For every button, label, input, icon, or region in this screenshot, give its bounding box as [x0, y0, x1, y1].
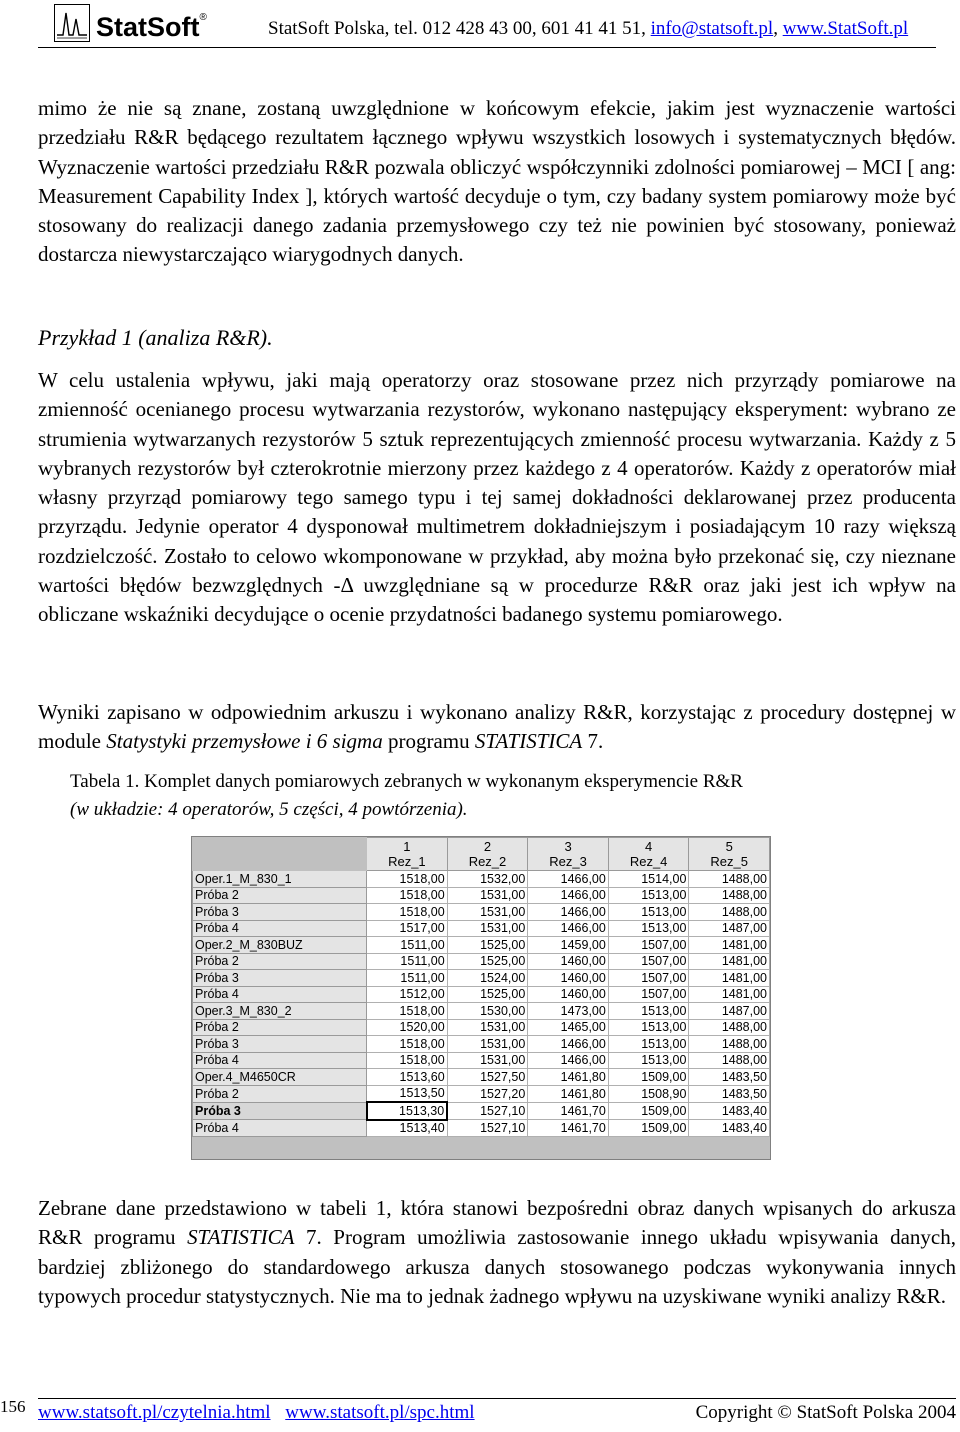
table-cell[interactable]: 1527,50 [447, 1069, 528, 1086]
table-row [193, 920, 770, 937]
table-cell[interactable]: 1531,00 [447, 920, 528, 937]
table-cell[interactable]: 1520,00 [367, 1019, 448, 1036]
table-row [193, 970, 770, 987]
table-cell[interactable]: 1473,00 [528, 1003, 609, 1020]
table-cell[interactable]: 1507,00 [608, 937, 689, 954]
table-cell[interactable]: 1488,00 [689, 1019, 770, 1036]
column-header[interactable]: 5 Rez_5 [689, 838, 770, 871]
table-cell[interactable]: 1465,00 [528, 1019, 609, 1036]
row-header[interactable]: Próba 4 [193, 1052, 367, 1069]
table-row [193, 904, 770, 921]
page-header [38, 0, 936, 46]
table-cell[interactable]: 1481,00 [689, 937, 770, 954]
row-header[interactable]: Próba 2 [193, 1085, 367, 1102]
table-cell[interactable]: 1461,70 [528, 1102, 609, 1120]
table-cell[interactable]: 1509,00 [608, 1120, 689, 1137]
table-cell[interactable]: 1518,00 [367, 904, 448, 921]
table-row [193, 1036, 770, 1053]
table-row [193, 887, 770, 904]
column-header[interactable]: 1 Rez_1 [367, 838, 448, 871]
table-cell[interactable]: 1481,00 [689, 986, 770, 1003]
data-grid [192, 837, 770, 1137]
table-cell[interactable]: 1509,00 [608, 1069, 689, 1086]
table-cell[interactable]: 1460,00 [528, 986, 609, 1003]
table-cell[interactable]: 1530,00 [447, 1003, 528, 1020]
table-cell[interactable]: 1513,00 [608, 887, 689, 904]
table-cell[interactable]: 1481,00 [689, 953, 770, 970]
column-header[interactable]: 4 Rez_4 [608, 838, 689, 871]
table-cell[interactable]: 1488,00 [689, 1052, 770, 1069]
table-row [193, 1085, 770, 1102]
footer-link-czytelnia[interactable]: www.statsoft.pl/czytelnia.html [38, 1402, 271, 1423]
table-cell[interactable]: 1508,90 [608, 1085, 689, 1102]
table-row [193, 953, 770, 970]
column-header[interactable]: 2 Rez_2 [447, 838, 528, 871]
table-cell[interactable]: 1518,00 [367, 871, 448, 888]
table-cell[interactable]: 1518,00 [367, 1003, 448, 1020]
table-cell[interactable]: 1524,00 [447, 970, 528, 987]
paragraph-summary: Zebrane dane przedstawiono w tabeli 1, która stanowi bezpośredni obraz danych wpisanych do arkusza R&R programu STATISTICA 7. Program umożliwia zastosowanie innego układu wpisywania danych, bardziej zbliżonego do standardowego arkusza danych stosowanego podczas wykonywania innych typowych procedur statystycznych. Nie ma to jednak żadnego wpływu na uzyskiwane wyniki analizy R&R. [38, 1196, 956, 1308]
table-cell[interactable]: 1459,00 [528, 937, 609, 954]
table-cell[interactable]: 1488,00 [689, 904, 770, 921]
row-header[interactable]: Próba 3 [193, 904, 367, 921]
table-cell[interactable]: 1525,00 [447, 953, 528, 970]
row-header[interactable]: Próba 2 [193, 1019, 367, 1036]
table-cell[interactable]: 1513,40 [367, 1120, 448, 1137]
example-heading: Przykład 1 (analiza R&R). [38, 325, 273, 350]
table-cell[interactable]: 1466,00 [528, 871, 609, 888]
row-header[interactable]: Próba 2 [193, 887, 367, 904]
table-row [193, 1102, 770, 1120]
table-cell[interactable]: 1483,40 [689, 1120, 770, 1137]
header-contact: StatSoft Polska, tel. 012 428 43 00, 601 41 41 51, info@statsoft.pl, www.StatSoft.pl [268, 18, 909, 39]
table-cell[interactable]: 1518,00 [367, 887, 448, 904]
table-cell[interactable]: 1483,50 [689, 1069, 770, 1086]
row-header[interactable]: Oper.4_M4650CR [193, 1069, 367, 1086]
table-cell[interactable]: 1466,00 [528, 887, 609, 904]
table-cell[interactable]: 1527,20 [447, 1085, 528, 1102]
table-cell[interactable]: 1481,00 [689, 970, 770, 987]
paragraph-intro: mimo że nie są znane, zostaną uwzględnione w końcowym efekcie, jakim jest wyznaczenie wartości przedziału R&R będącego rezultatem łącznego wpływu wszystkich losowych i systematycznych błędów. Wyznaczenie wartości przedziału R&R pozwala obliczyć współczynniki zdolności pomiarowej – MCI [ ang: Measurement Capability Index ], których wartość decyduje o tym, czy badany system pomiarowy może być stosowany do realizacji danego zadania przemysłowego czy też nie powinien być stosowany, ponieważ dostarcza niewystarczająco wiarygodnych danych. [38, 96, 956, 267]
paragraph-experiment: W celu ustalenia wpływu, jaki mają operatorzy oraz stosowane przez nich przyrządy pomiarowe na zmienność ocenianego procesu wytwarzania rezystorów, wykonano następujący eksperyment: wybrano ze strumienia wytwarzanych rezystorów 5 sztuk reprezentujących zmienność procesu wytwarzania. Każdy z 5 wybranych rezystorów był czterokrotnie mierzony przez każdego z 4 operatorów. Każdy z operatorów miał własny przyrząd pomiarowy tego samego typu i tej samej dokładności deklarowanej przez producenta przyrządu. Jedynie operator 4 dysponował multimetrem dokładniejszym i posiadającym 10 razy większą rozdzielczość. Zostało to celowo wkomponowane w przykład, aby można było przekonać się, czy nieznane wartości błędów bezwzględnych -Δ uwzględniane są w procedurze R&R oraz jaki jest ich wpływ na obliczane wskaźniki decydujące o ocenie przydatności badanego systemu pomiarowego. [38, 368, 956, 627]
table-cell[interactable]: 1513,00 [608, 1052, 689, 1069]
table-cell[interactable]: 1507,00 [608, 953, 689, 970]
table-caption [70, 768, 924, 824]
page-number: 156 [0, 1397, 26, 1416]
table-row [193, 1003, 770, 1020]
table-row [193, 871, 770, 888]
table-cell[interactable]: 1518,00 [367, 1052, 448, 1069]
table-cell[interactable]: 1466,00 [528, 1036, 609, 1053]
table-cell[interactable]: 1513,00 [608, 1003, 689, 1020]
row-header[interactable]: Próba 2 [193, 953, 367, 970]
table-row [193, 1019, 770, 1036]
table-cell[interactable]: 1518,00 [367, 1036, 448, 1053]
table-cell[interactable]: 1461,80 [528, 1085, 609, 1102]
table-row [193, 1069, 770, 1086]
row-header[interactable]: Próba 3 [193, 1036, 367, 1053]
table-cell[interactable]: 1507,00 [608, 970, 689, 987]
table-cell[interactable]: 1483,50 [689, 1085, 770, 1102]
table-cell[interactable]: 1511,00 [367, 953, 448, 970]
table-cell[interactable]: 1512,00 [367, 986, 448, 1003]
table-row [193, 1052, 770, 1069]
table-row [193, 986, 770, 1003]
row-header[interactable]: Próba 4 [193, 986, 367, 1003]
table-cell[interactable]: 1532,00 [447, 871, 528, 888]
column-header[interactable]: 3 Rez_3 [528, 838, 609, 871]
contact-phone: StatSoft Polska, tel. 012 428 43 00, 601 41 41 51, [268, 18, 651, 39]
table-row [193, 1120, 770, 1137]
table-cell[interactable]: 1466,00 [528, 920, 609, 937]
table-cell[interactable]: 1507,00 [608, 986, 689, 1003]
table-cell[interactable]: 1513,00 [608, 1019, 689, 1036]
table-cell[interactable]: 1460,00 [528, 953, 609, 970]
table-cell[interactable]: 1487,00 [689, 920, 770, 937]
table-cell[interactable]: 1513,00 [608, 920, 689, 937]
table-cell[interactable]: 1531,00 [447, 887, 528, 904]
copyright: Copyright © StatSoft Polska 2004 [695, 1402, 956, 1423]
row-header[interactable]: Próba 4 [193, 920, 367, 937]
footer-links [38, 1402, 485, 1424]
brand-name: StatSoft [96, 12, 200, 42]
table-cell[interactable]: 1514,00 [608, 871, 689, 888]
table-cell[interactable]: 1527,10 [447, 1120, 528, 1137]
caption-line-2: (w układzie: 4 operatorów, 5 części, 4 powtórzenia). [70, 799, 468, 820]
row-header[interactable]: Próba 3 [193, 1102, 367, 1120]
website-link[interactable]: www.StatSoft.pl [782, 18, 909, 39]
table-cell[interactable]: 1488,00 [689, 887, 770, 904]
email-link[interactable]: info@statsoft.pl [650, 18, 774, 39]
table-cell[interactable]: 1513,60 [367, 1069, 448, 1086]
table-cell[interactable]: 1460,00 [528, 970, 609, 987]
table-row [193, 937, 770, 954]
statsoft-logo: StatSoft® [54, 4, 264, 44]
signal-icon [54, 4, 90, 42]
row-header[interactable]: Oper.1_M_830_1 [193, 871, 367, 888]
header-divider [38, 47, 936, 48]
table-cell[interactable]: 1527,10 [447, 1102, 528, 1120]
table-cell[interactable]: 1511,00 [367, 970, 448, 987]
table-cell[interactable]: 1531,00 [447, 1019, 528, 1036]
table-cell[interactable]: 1466,00 [528, 904, 609, 921]
spreadsheet-table [191, 836, 771, 1160]
row-header[interactable]: Oper.2_M_830BUZ [193, 937, 367, 954]
table-cell[interactable]: 1466,00 [528, 1052, 609, 1069]
paragraph-results: Wyniki zapisano w odpowiednim arkuszu i wykonano analizy R&R, korzystając z procedury dostępnej w module Statystyki przemysłowe i 6 sigma programu STATISTICA 7. [38, 700, 956, 754]
table-cell[interactable]: 1525,00 [447, 937, 528, 954]
table-cell[interactable]: 1461,80 [528, 1069, 609, 1086]
table-cell[interactable]: 1483,40 [689, 1102, 770, 1120]
table-cell[interactable]: 1525,00 [447, 986, 528, 1003]
table-cell[interactable]: 1531,00 [447, 1052, 528, 1069]
table-cell[interactable]: 1513,30 [367, 1102, 448, 1120]
table-cell[interactable]: 1531,00 [447, 904, 528, 921]
table-cell[interactable]: 1517,00 [367, 920, 448, 937]
footer-link-spc[interactable]: www.statsoft.pl/spc.html [285, 1402, 475, 1423]
table-corner [193, 838, 367, 871]
caption-line-1: Tabela 1. Komplet danych pomiarowych zebranych w wykonanym eksperymencie R&R [70, 771, 743, 792]
table-cell[interactable]: 1488,00 [689, 1036, 770, 1053]
row-header[interactable]: Próba 4 [193, 1120, 367, 1137]
table-cell[interactable]: 1509,00 [608, 1102, 689, 1120]
row-header[interactable]: Próba 3 [193, 970, 367, 987]
row-header[interactable]: Oper.3_M_830_2 [193, 1003, 367, 1020]
table-cell[interactable]: 1513,00 [608, 904, 689, 921]
table-cell[interactable]: 1511,00 [367, 937, 448, 954]
table-cell[interactable]: 1513,50 [367, 1085, 448, 1102]
table-cell[interactable]: 1461,70 [528, 1120, 609, 1137]
table-cell[interactable]: 1513,00 [608, 1036, 689, 1053]
footer-divider [38, 1398, 956, 1399]
table-cell[interactable]: 1487,00 [689, 1003, 770, 1020]
table-cell[interactable]: 1531,00 [447, 1036, 528, 1053]
table-cell[interactable]: 1488,00 [689, 871, 770, 888]
